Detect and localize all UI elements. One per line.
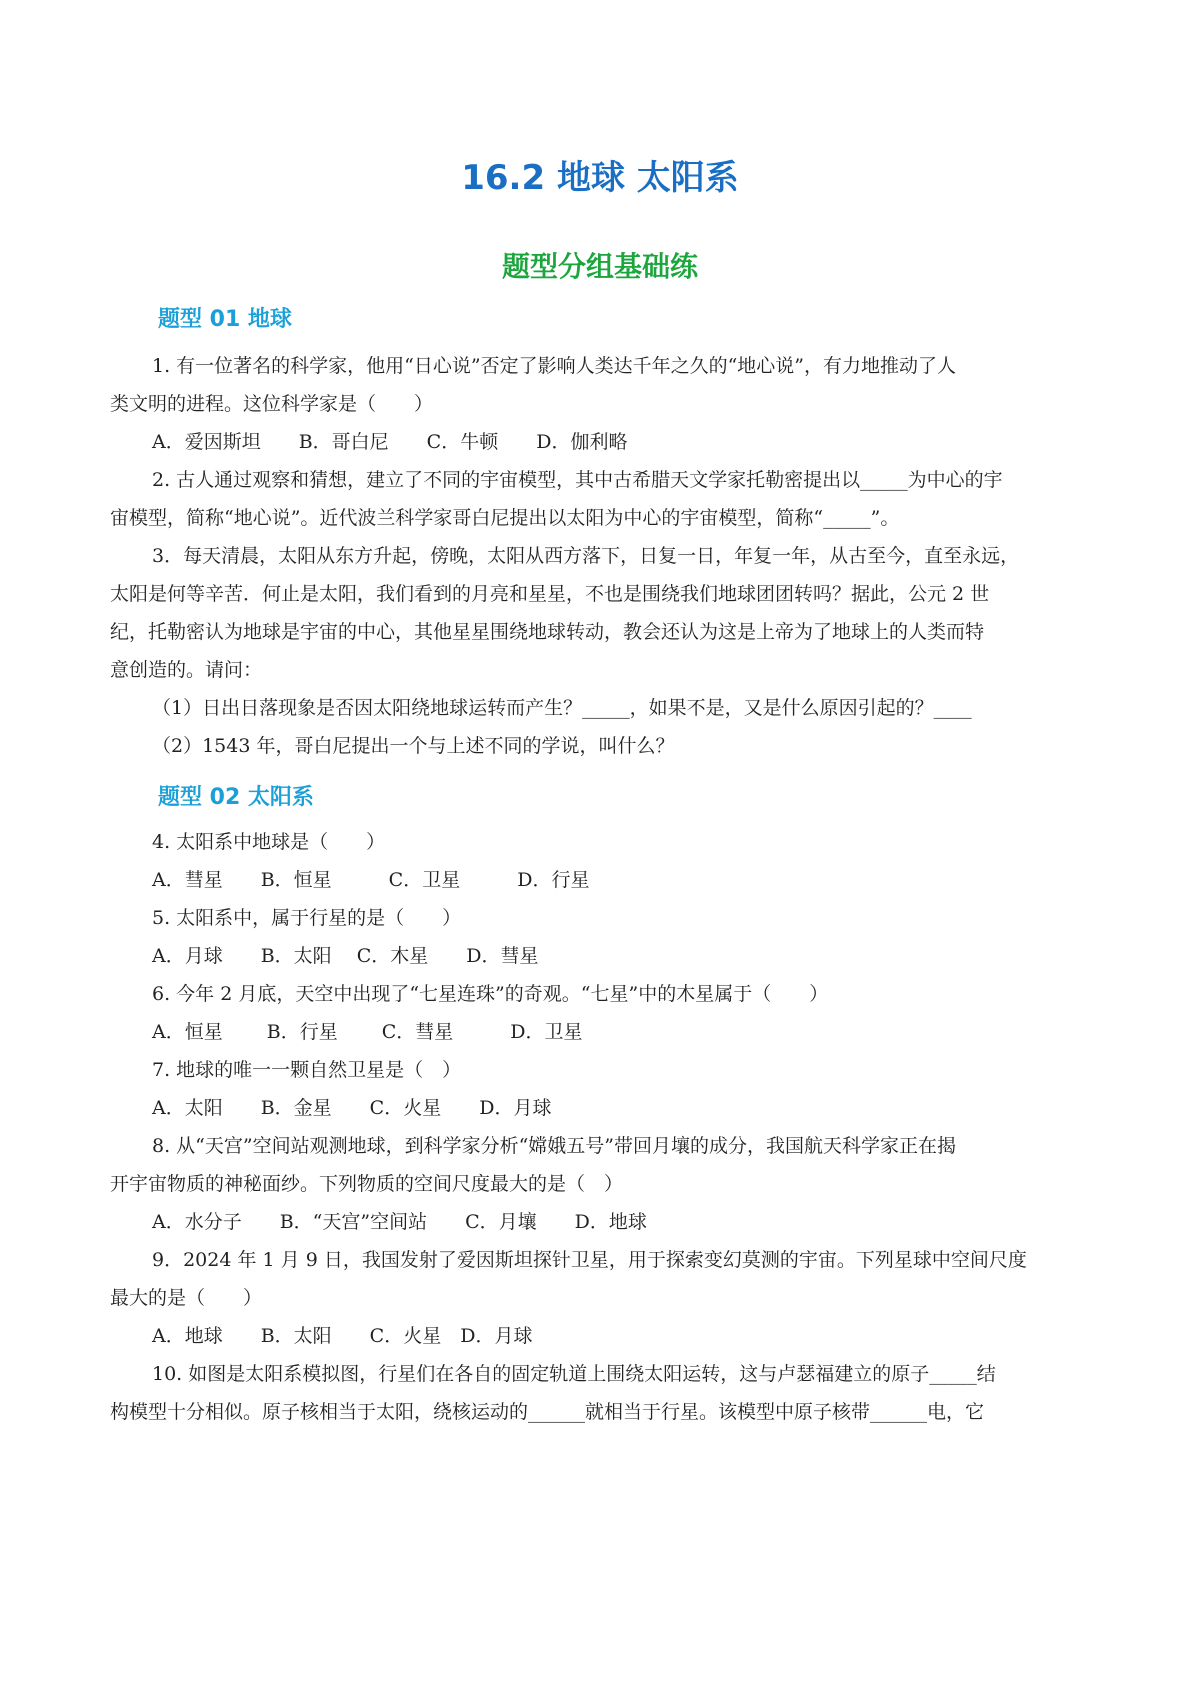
question-9-line-1: 9．2024 年 1 月 9 日，我国发射了爱因斯坦探针卫星，用于探索变幻莫测的宇宙。下列星球中空间尺度 — [152, 1249, 1027, 1271]
question-3-sub-2: （2）1543 年，哥白尼提出一个与上述不同的学说，叫什么？ — [152, 735, 675, 757]
question-3-line-1: 3．每天清晨，太阳从东方升起，傍晚，太阳从西方落下，日复一日，年复一年，从古至今，直至永远， — [152, 545, 1020, 567]
page-subtitle: 题型分组基础练 — [501, 250, 698, 283]
question-9-line-2: 最大的是（ ） — [110, 1287, 263, 1309]
section-heading-earth: 题型 01 地球 — [158, 307, 292, 332]
question-3-line-3: 纪，托勒密认为地球是宇宙的中心，其他星星围绕地球转动，教会还认为这是上帝为了地球上的人类而特 — [110, 621, 985, 643]
question-3-line-4: 意创造的。请问： — [110, 659, 263, 681]
question-6-options: A．恒星 B．行星 C．彗星 D．卫星 — [152, 1021, 583, 1043]
question-10-line-2: 构模型十分相似。原子核相当于太阳，绕核运动的______就相当于行星。该模型中原子核带______电，它 — [110, 1401, 985, 1423]
question-7: 7. 地球的唯一一颗自然卫星是（ ） — [152, 1059, 462, 1081]
page-title: 16.2 地球 太阳系 — [461, 158, 739, 198]
question-8-options: A．水分子 B．“天宫”空间站 C．月壤 D．地球 — [152, 1211, 647, 1233]
question-1-line-2: 类文明的进程。这位科学家是（ ） — [110, 393, 434, 415]
question-8-line-2: 开宇宙物质的神秘面纱。下列物质的空间尺度最大的是（ ） — [110, 1173, 624, 1195]
question-5: 5. 太阳系中，属于行星的是（ ） — [152, 907, 462, 929]
question-7-options: A．太阳 B．金星 C．火星 D．月球 — [152, 1097, 552, 1119]
question-2-line-2: 宙模型，简称“地心说”。近代波兰科学家哥白尼提出以太阳为中心的宇宙模型，简称“_____”。 — [110, 507, 900, 529]
question-4: 4. 太阳系中地球是（ ） — [152, 831, 386, 853]
question-2-line-1: 2. 古人通过观察和猜想，建立了不同的宇宙模型，其中古希腊天文学家托勒密提出以_____为中心的宇 — [152, 469, 1003, 491]
question-1-options: A．爱因斯坦 B．哥白尼 C．牛顿 D．伽利略 — [152, 431, 628, 453]
question-4-options: A．彗星 B．恒星 C．卫星 D．行星 — [152, 869, 590, 891]
question-8-line-1: 8. 从“天宫”空间站观测地球，到科学家分析“嫦娥五号”带回月壤的成分，我国航天科学家正在揭 — [152, 1135, 957, 1157]
question-9-options: A．地球 B．太阳 C．火星 D．月球 — [152, 1325, 533, 1347]
question-3-sub-1: （1）日出日落现象是否因太阳绕地球运转而产生？_____，如果不是，又是什么原因引起的？____ — [152, 697, 972, 719]
section-heading-solar-system: 题型 02 太阳系 — [158, 785, 314, 810]
question-5-options: A．月球 B．太阳 C．木星 D．彗星 — [152, 945, 539, 967]
question-6: 6. 今年 2 月底，天空中出现了“七星连珠”的奇观。“七星”中的木星属于（ ） — [152, 983, 829, 1005]
question-1-line-1: 1. 有一位著名的科学家，他用“日心说”否定了影响人类达千年之久的“地心说”，有力地推动了人 — [152, 355, 957, 377]
question-3-line-2: 太阳是何等辛苦．何止是太阳，我们看到的月亮和星星，不也是围绕我们地球团团转吗？据此，公元 2 世 — [110, 583, 990, 605]
question-10-line-1: 10. 如图是太阳系模拟图，行星们在各自的固定轨道上围绕太阳运转，这与卢瑟福建立的原子_____结 — [152, 1363, 996, 1385]
